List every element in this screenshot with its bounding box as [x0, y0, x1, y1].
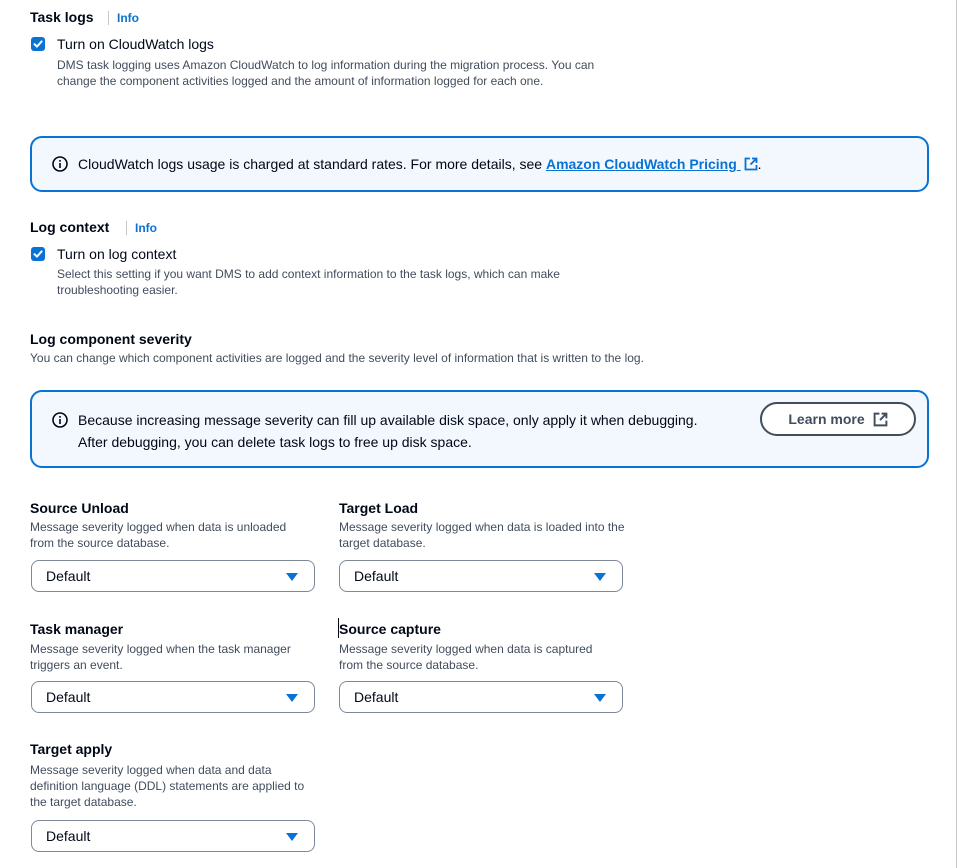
log-context-checkbox[interactable] [31, 247, 45, 261]
target-apply-label: Target apply [30, 741, 113, 757]
info-circle-icon [52, 412, 68, 428]
target-load-select[interactable]: Default [339, 560, 623, 592]
caret-down-icon [594, 573, 606, 581]
target-apply-select[interactable]: Default [31, 820, 315, 852]
log-context-description: Select this setting if you want DMS to add context information to the task logs, which can make troubleshooting easier. [57, 267, 560, 297]
source-unload-label: Source Unload [30, 500, 129, 516]
checkmark-icon [32, 248, 44, 260]
log-context-info-link[interactable]: Info [126, 221, 157, 235]
disk-space-alert [30, 390, 929, 468]
log-severity-description: You can change which component activities are logged and the severity level of information that is written to the log. [30, 351, 644, 365]
info-circle-icon [52, 156, 68, 172]
log-context-heading: Log context [30, 219, 110, 235]
learn-more-button[interactable]: Learn more [760, 402, 916, 436]
external-link-icon [873, 412, 888, 427]
log-severity-heading: Log component severity [30, 331, 192, 347]
caret-down-icon [286, 833, 298, 841]
cloudwatch-logs-checkbox-label[interactable]: Turn on CloudWatch logs [57, 36, 214, 52]
caret-down-icon [286, 694, 298, 702]
target-load-label: Target Load [339, 500, 419, 516]
task-manager-select[interactable]: Default [31, 681, 315, 713]
source-capture-select[interactable]: Default [339, 681, 623, 713]
cloudwatch-logs-checkbox[interactable] [31, 37, 45, 51]
log-context-checkbox-label[interactable]: Turn on log context [57, 246, 177, 262]
disk-space-alert-text: Because increasing message severity can fill up available disk space, only apply it when debugging. After debugging, you can delete task logs to free up disk space. [78, 412, 698, 450]
task-manager-label: Task manager [30, 621, 124, 637]
cloudwatch-alert-text: CloudWatch logs usage is charged at standard rates. For more details, see [78, 156, 543, 172]
external-link-icon [744, 157, 758, 171]
cloudwatch-logs-description: DMS task logging uses Amazon CloudWatch to log information during the migration process. You can change the component activities logged and the amount of information logged for each one. [57, 58, 595, 88]
cloudwatch-pricing-link[interactable]: Amazon CloudWatch Pricing [546, 156, 758, 172]
source-capture-description: Message severity logged when data is captured from the source database. [339, 642, 593, 672]
task-logs-heading: Task logs [30, 9, 94, 25]
target-load-description: Message severity logged when data is loaded into the target database. [339, 520, 625, 550]
task-manager-description: Message severity logged when the task manager triggers an event. [30, 642, 291, 672]
caret-down-icon [286, 573, 298, 581]
checkmark-icon [32, 38, 44, 50]
source-unload-description: Message severity logged when data is unloaded from the source database. [30, 520, 287, 550]
cloudwatch-pricing-alert: CloudWatch logs usage is charged at standard rates. For more details, see Amazon CloudWatch Pricing . [30, 136, 929, 192]
caret-down-icon [594, 694, 606, 702]
task-logs-info-link[interactable]: Info [108, 11, 139, 25]
panel-right-border [956, 0, 957, 868]
source-capture-label: Source capture [339, 621, 441, 637]
source-unload-select[interactable]: Default [31, 560, 315, 592]
target-apply-description: Message severity logged when data and data definition language (DDL) statements are applied to the target database. [30, 763, 305, 809]
